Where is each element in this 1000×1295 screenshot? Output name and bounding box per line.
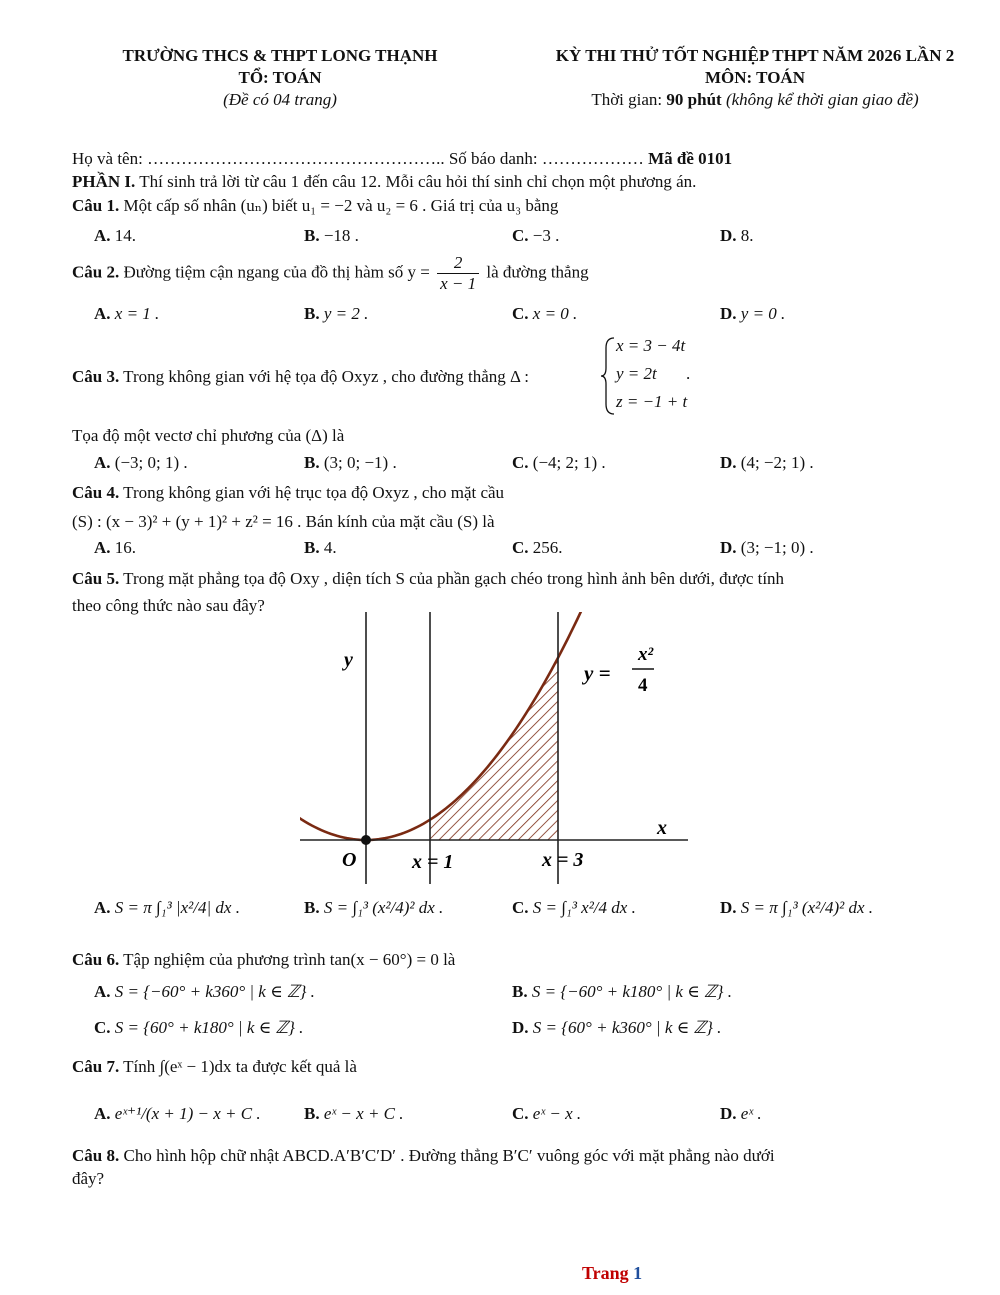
- q4-option-c[interactable]: C. 256.: [512, 538, 563, 557]
- curve-label: y =: [584, 661, 611, 685]
- system-line-y: y = 2t: [616, 364, 657, 383]
- question-8-continued: đây?: [72, 1169, 105, 1188]
- q5-option-d[interactable]: D. S = π ∫₁³ (x²/4)² dx .: [720, 898, 874, 917]
- page-word: Trang: [582, 1263, 629, 1283]
- subject-name: MÔN: TOÁN: [705, 68, 805, 87]
- question-text: Cho hình hộp chữ nhật ABCD.A′B′C′D′ . Đường thẳng B′C′ vuông góc với mặt phẳng nào dưới: [119, 1146, 775, 1165]
- part1-instruction: [72, 172, 696, 192]
- question-text: Tập nghiệm của phương trình tan(x − 60°) = 0 là: [119, 950, 456, 969]
- school-name: TRƯỜNG THCS & THPT LONG THẠNH: [122, 46, 438, 65]
- question-2: [72, 253, 589, 294]
- department-name: TỔ: TOÁN: [238, 68, 322, 87]
- origin-point: [361, 835, 371, 845]
- y-axis-label: y: [344, 649, 353, 671]
- q1-option-b[interactable]: B. −18 .: [304, 226, 359, 245]
- exam-time: [520, 90, 990, 110]
- question-6: [72, 950, 455, 970]
- question-8: [72, 1146, 775, 1166]
- q7-option-c[interactable]: C. eˣ − x .: [512, 1104, 582, 1123]
- q5-option-c[interactable]: C. S = ∫₁³ x²/4 dx .: [512, 898, 636, 917]
- q3-option-d[interactable]: D. (4; −2; 1) .: [720, 453, 814, 472]
- q7-option-a[interactable]: A. eˣ⁺¹/(x + 1) − x + C .: [94, 1104, 261, 1123]
- question-text: Trong không gian với hệ tọa độ Oxyz , cho đường thẳng Δ :: [119, 367, 529, 386]
- question-text-after: là đường thẳng: [486, 262, 589, 282]
- system-line-x: x = 3 − 4t: [616, 336, 686, 355]
- time-note: (không kể thời gian giao đề): [721, 90, 919, 109]
- student-info-line: [72, 149, 732, 169]
- q1-option-d[interactable]: D. 8.: [720, 226, 754, 245]
- page-number: 1: [633, 1263, 643, 1283]
- question-1: [72, 196, 558, 216]
- part1-text: Thí sinh trả lời từ câu 1 đến câu 12. Mỗi câu hỏi thí sinh chỉ chọn một phương án.: [135, 172, 697, 191]
- x-axis-label: x: [657, 817, 667, 839]
- q3-option-a[interactable]: A. (−3; 0; 1) .: [94, 453, 188, 472]
- q1-option-c[interactable]: C. −3 .: [512, 226, 560, 245]
- question-text: Một cấp số nhân (uₙ) biết u₁ = −2 và u₂ = 6 . Giá trị của u₃ bằng: [119, 196, 559, 215]
- q7-option-d[interactable]: D. eˣ .: [720, 1104, 762, 1123]
- question-label: Câu 8.: [72, 1146, 120, 1165]
- part1-title: PHẦN I.: [72, 172, 136, 191]
- question-text: Tính ∫(eˣ − 1)dx ta được kết quả là: [119, 1057, 357, 1076]
- question-5: [72, 569, 784, 589]
- q2-option-c[interactable]: C. x = 0 .: [512, 304, 578, 323]
- question-label: Câu 1.: [72, 196, 120, 215]
- question-7: [72, 1057, 357, 1077]
- x3-label: x = 3: [542, 849, 584, 871]
- exam-code: Mã đề 0101: [643, 149, 733, 168]
- q5-option-b[interactable]: B. S = ∫₁³ (x²/4)² dx .: [304, 898, 444, 917]
- question-label: Câu 3.: [72, 367, 120, 386]
- curve-label-numerator: x²: [638, 644, 654, 665]
- line-equation-system: [600, 336, 700, 416]
- q4-option-a[interactable]: A. 16.: [94, 538, 137, 557]
- exam-title: KỲ THI THỬ TỐT NGHIỆP THPT NĂM 2026 LẦN 2: [555, 46, 955, 65]
- question-text: Trong mặt phẳng tọa độ Oxy , diện tích S của phần gạch chéo trong hình ảnh bên dưới, được tính: [119, 569, 785, 588]
- system-line-z: z = −1 + t: [616, 392, 688, 411]
- time-value: 90 phút: [666, 90, 722, 109]
- question-text: Đường tiệm cận ngang của đồ thị hàm số y =: [119, 262, 430, 282]
- q2-option-d[interactable]: D. y = 0 .: [720, 304, 786, 323]
- area-graph: [300, 612, 700, 884]
- question-text: Trong không gian với hệ trục tọa độ Oxyz , cho mặt cầu: [119, 483, 505, 502]
- fraction: $\frac{2}{x - 1}$: [437, 253, 479, 294]
- q4-option-d[interactable]: D. (3; −1; 0) .: [720, 538, 814, 557]
- origin-label: O: [342, 849, 357, 871]
- shaded-area: [430, 658, 558, 840]
- question-label: Câu 5.: [72, 569, 120, 588]
- q6-option-b[interactable]: B. S = {−60° + k180° | k ∈ ℤ} .: [512, 982, 732, 1001]
- question-3: [72, 367, 529, 387]
- question-label: Câu 6.: [72, 950, 120, 969]
- page-footer: [582, 1263, 642, 1284]
- q6-option-a[interactable]: A. S = {−60° + k360° | k ∈ ℤ} .: [94, 982, 315, 1001]
- q1-option-a[interactable]: A. 14.: [94, 226, 137, 245]
- q2-option-b[interactable]: B. y = 2 .: [304, 304, 369, 323]
- time-prefix: Thời gian:: [591, 90, 667, 109]
- curve-label-denominator: 4: [638, 675, 648, 696]
- x1-label: x = 1: [412, 851, 454, 873]
- q6-option-c[interactable]: C. S = {60° + k180° | k ∈ ℤ} .: [94, 1018, 304, 1037]
- q3-option-c[interactable]: C. (−4; 2; 1) .: [512, 453, 606, 472]
- question-4-continued: (S) : (x − 3)² + (y + 1)² + z² = 16 . Bán kính của mặt cầu (S) là: [72, 512, 495, 531]
- question-4: [72, 483, 504, 503]
- q4-option-b[interactable]: B. 4.: [304, 538, 337, 557]
- question-5-continued: theo công thức nào sau đây?: [72, 596, 265, 615]
- q6-option-d[interactable]: D. S = {60° + k360° | k ∈ ℤ} .: [512, 1018, 722, 1037]
- name-field-label: Họ và tên: ……………………………………………..: [72, 149, 445, 168]
- q2-option-a[interactable]: A. x = 1 .: [94, 304, 160, 323]
- q5-option-a[interactable]: A. S = π ∫₁³ |x²/4| dx .: [94, 898, 240, 917]
- q7-option-b[interactable]: B. eˣ − x + C .: [304, 1104, 404, 1123]
- question-label: Câu 4.: [72, 483, 120, 502]
- q3-option-b[interactable]: B. (3; 0; −1) .: [304, 453, 397, 472]
- system-period: .: [686, 364, 691, 383]
- question-label: Câu 7.: [72, 1057, 120, 1076]
- pages-note: (Đề có 04 trang): [223, 90, 337, 109]
- question-label: Câu 2.: [72, 262, 120, 282]
- question-3-continued: Tọa độ một vectơ chỉ phương của (Δ) là: [72, 426, 345, 445]
- id-field-label: Số báo danh: ………………: [444, 149, 644, 168]
